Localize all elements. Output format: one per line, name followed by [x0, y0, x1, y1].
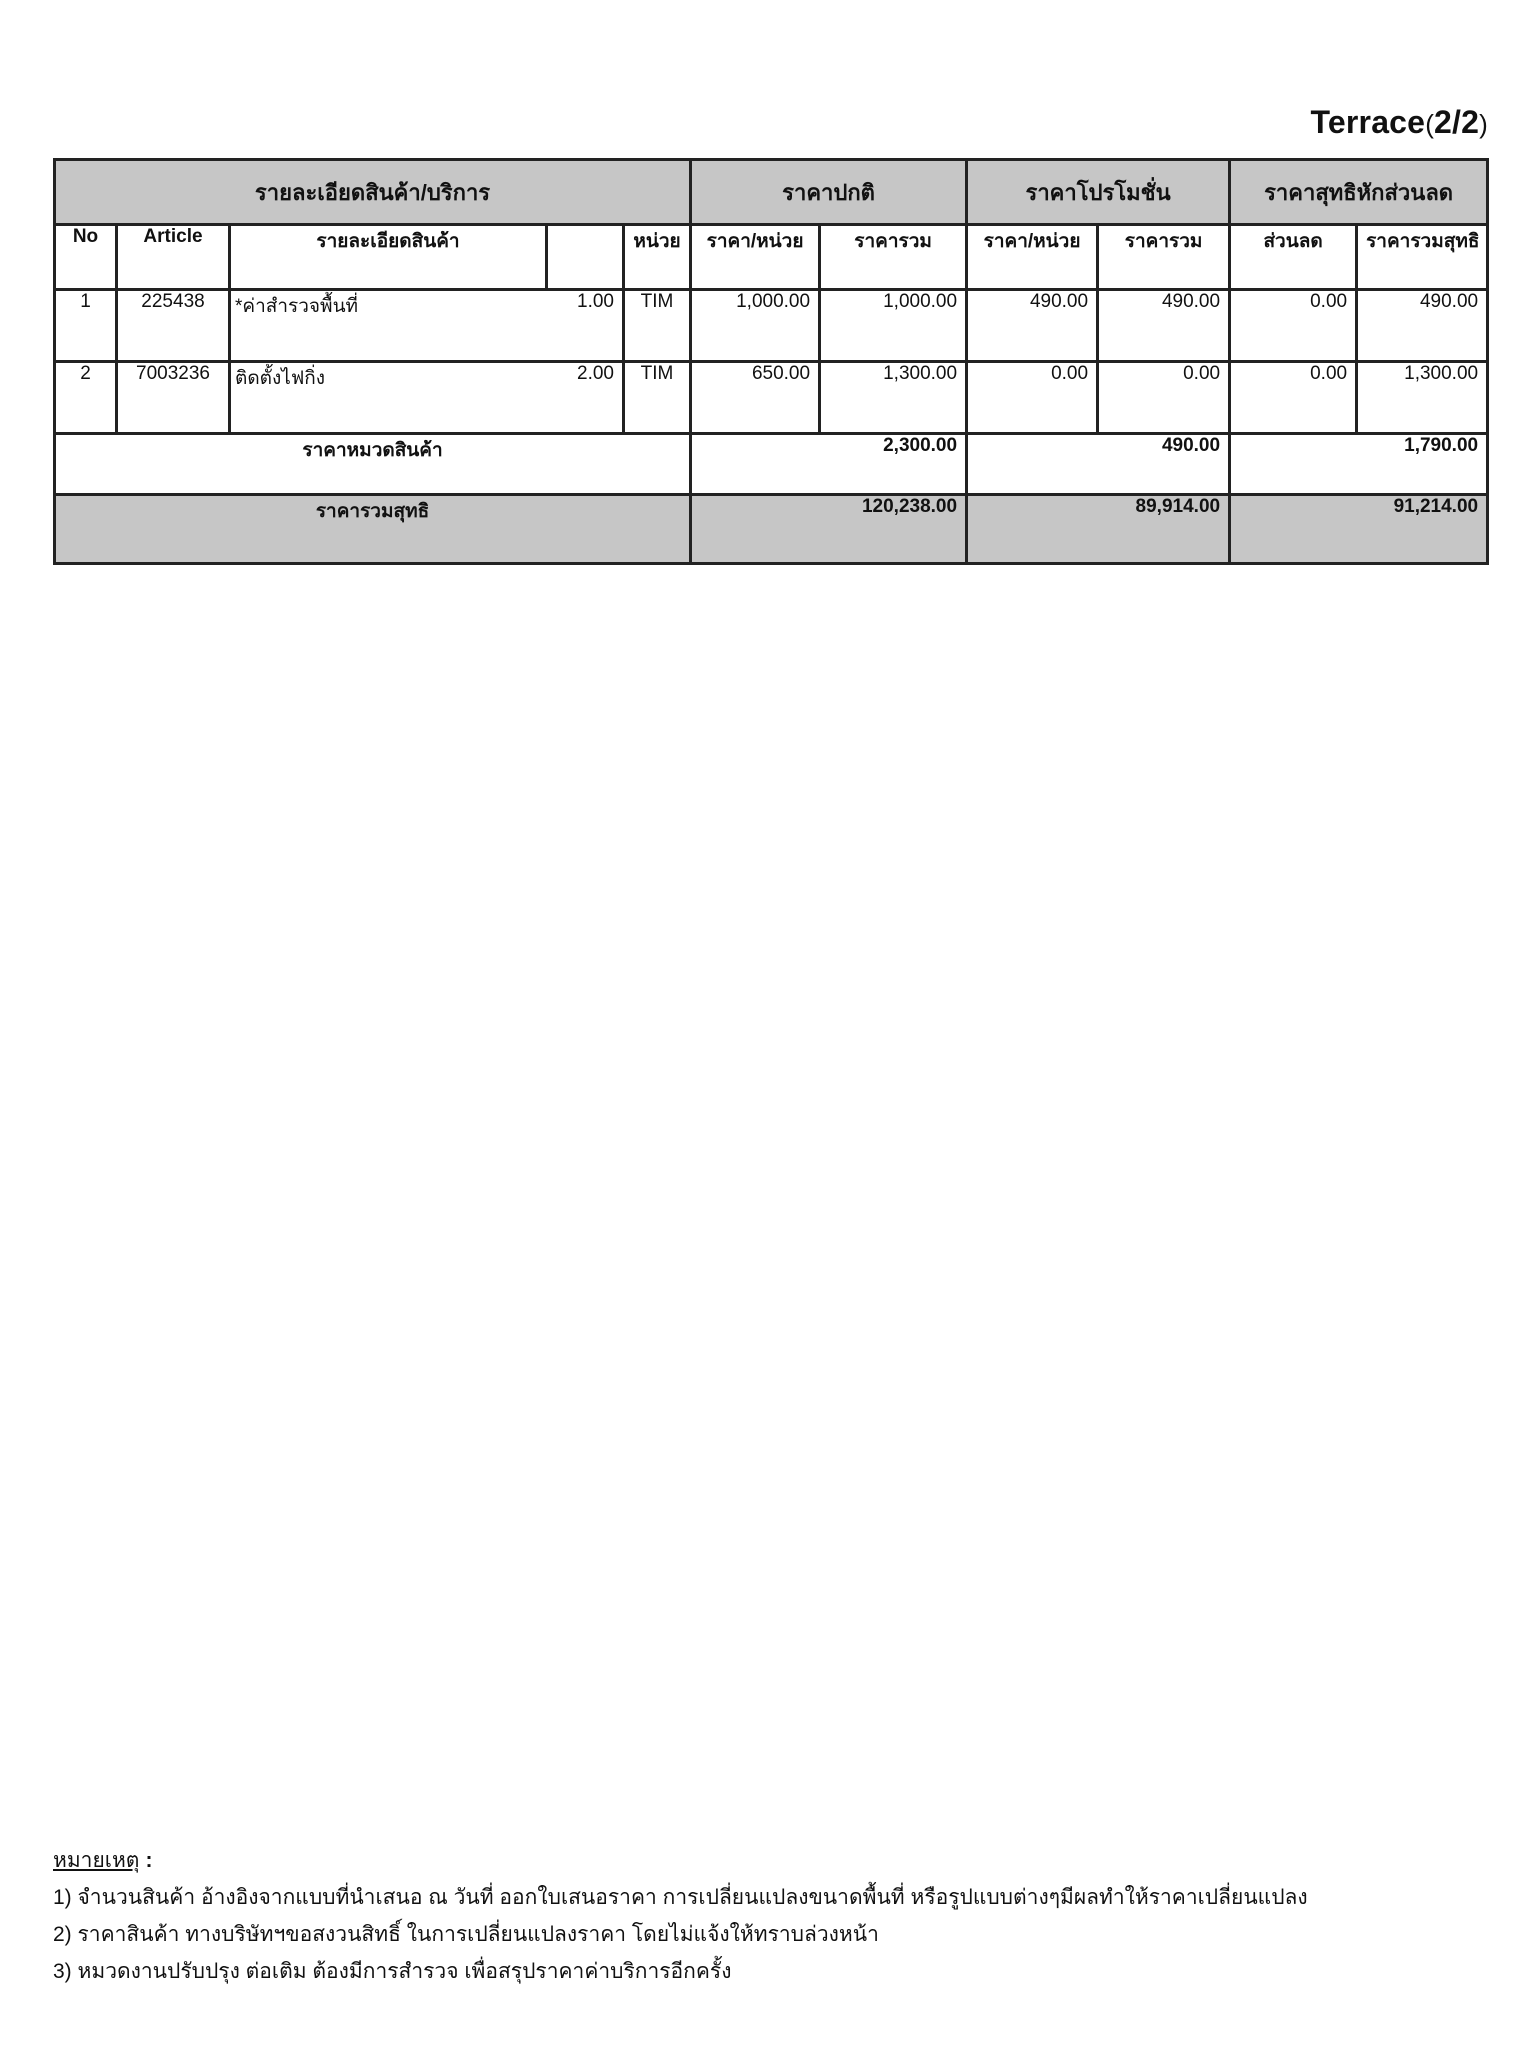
page-title	[1311, 104, 1488, 141]
group-header-promo-price: ราคาโปรโมชั่น	[967, 160, 1230, 225]
cell-article: 225438	[117, 290, 230, 362]
category-total-regular: 2,300.00	[691, 434, 967, 495]
grand-total-net: 91,214.00	[1230, 495, 1488, 564]
note-item: 2) ราคาสินค้า ทางบริษัทฯขอสงวนสิทธิ์ ในการเปลี่ยนแปลงราคา โดยไม่แจ้งให้ทราบล่วงหน้า	[53, 1923, 879, 1946]
grand-total-label: ราคารวมสุทธิ	[55, 495, 691, 564]
col-header-net-total: ราคารวมสุทธิ	[1357, 225, 1488, 290]
col-header-no: No	[55, 225, 117, 290]
cell-promo-unit-price: 0.00	[967, 362, 1098, 434]
quotation-table	[53, 158, 1489, 565]
grand-total-row	[55, 495, 1488, 564]
table-row	[55, 362, 1488, 434]
notes-heading	[53, 1842, 1308, 1879]
cell-unit: TIM	[624, 362, 691, 434]
cell-qty: 2.00	[547, 362, 624, 434]
cell-net-total: 490.00	[1357, 290, 1488, 362]
group-header-net-price: ราคาสุทธิหักส่วนลด	[1230, 160, 1488, 225]
col-header-regular-total: ราคารวม	[820, 225, 967, 290]
col-header-qty	[547, 225, 624, 290]
cell-regular-unit-price: 1,000.00	[691, 290, 820, 362]
title-main: Terrace	[1310, 104, 1426, 140]
col-header-discount: ส่วนลด	[1230, 225, 1357, 290]
category-total-net: 1,790.00	[1230, 434, 1488, 495]
cell-net-total: 1,300.00	[1357, 362, 1488, 434]
col-header-regular-unit-price: ราคา/หน่วย	[691, 225, 820, 290]
col-header-unit: หน่วย	[624, 225, 691, 290]
notes-colon: :	[145, 1849, 153, 1872]
cell-description: ติดตั้งไฟกิ่ง	[230, 362, 547, 434]
group-header-row	[55, 160, 1488, 225]
cell-regular-total: 1,000.00	[820, 290, 967, 362]
col-header-article: Article	[117, 225, 230, 290]
title-paren-close: )	[1479, 109, 1488, 139]
cell-article: 7003236	[117, 362, 230, 434]
col-header-description: รายละเอียดสินค้า	[230, 225, 547, 290]
notes-title: หมายเหตุ	[53, 1849, 140, 1872]
cell-no: 2	[55, 362, 117, 434]
note-item: 3) หมวดงานปรับปรุง ต่อเติม ต้องมีการสำรวจ เพื่อสรุปราคาค่าบริการอีกครั้ง	[53, 1960, 732, 1983]
category-total-row	[55, 434, 1488, 495]
group-header-regular-price: ราคาปกติ	[691, 160, 967, 225]
column-header-row	[55, 225, 1488, 290]
col-header-promo-unit-price: ราคา/หน่วย	[967, 225, 1098, 290]
table-row	[55, 290, 1488, 362]
cell-regular-unit-price: 650.00	[691, 362, 820, 434]
cell-no: 1	[55, 290, 117, 362]
cell-promo-total: 0.00	[1098, 362, 1230, 434]
cell-promo-unit-price: 490.00	[967, 290, 1098, 362]
cell-promo-total: 490.00	[1098, 290, 1230, 362]
cell-unit: TIM	[624, 290, 691, 362]
grand-total-promo: 89,914.00	[967, 495, 1230, 564]
note-item: 1) จำนวนสินค้า อ้างอิงจากแบบที่นำเสนอ ณ วันที่ ออกใบเสนอราคา การเปลี่ยนแปลงขนาดพื้นที่ หรือรูปแบบต่างๆมีผลทำให้ราคาเปลี่ยนแปลง	[53, 1886, 1308, 1909]
col-header-promo-total: ราคารวม	[1098, 225, 1230, 290]
title-paren-open: (	[1425, 109, 1435, 139]
grand-total-regular: 120,238.00	[691, 495, 967, 564]
title-page-number: 2/2	[1434, 104, 1480, 140]
cell-discount: 0.00	[1230, 290, 1357, 362]
notes-section	[53, 1842, 1308, 1990]
category-total-label: ราคาหมวดสินค้า	[55, 434, 691, 495]
cell-qty: 1.00	[547, 290, 624, 362]
cell-regular-total: 1,300.00	[820, 362, 967, 434]
group-header-details: รายละเอียดสินค้า/บริการ	[55, 160, 691, 225]
category-total-promo: 490.00	[967, 434, 1230, 495]
cell-discount: 0.00	[1230, 362, 1357, 434]
cell-description: *ค่าสำรวจพื้นที่	[230, 290, 547, 362]
